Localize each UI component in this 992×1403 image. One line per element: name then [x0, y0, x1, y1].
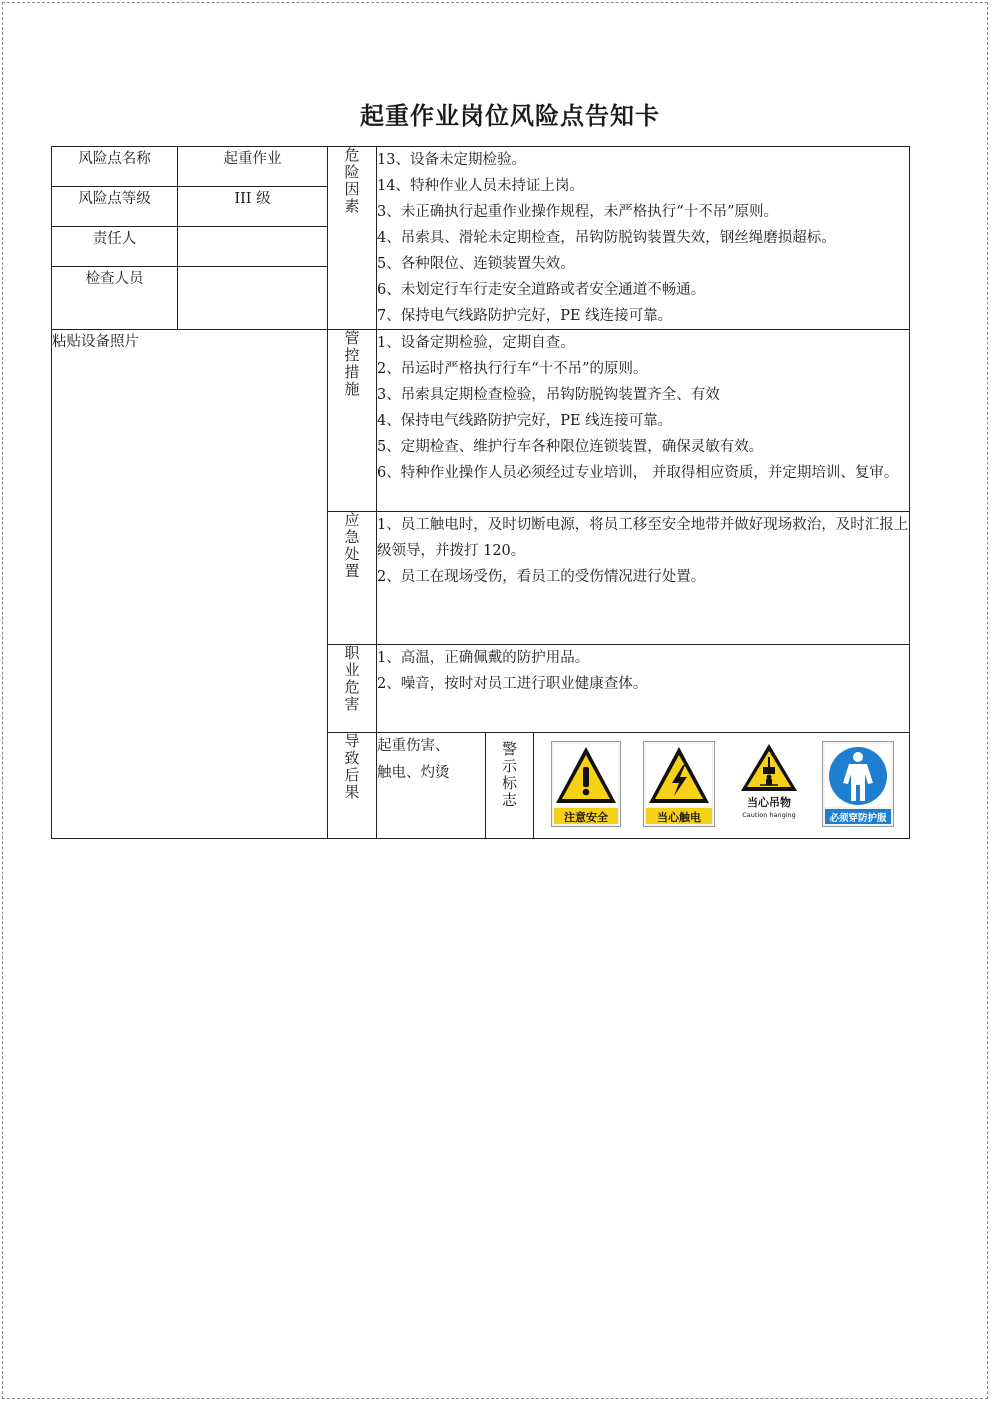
hazard-item: 14、特种作业人员未持证上岗。	[377, 178, 584, 194]
photo-placeholder-label: 粘贴设备照片	[52, 334, 139, 350]
control-item: 2、吊运时严格执行行车“十不吊”的原则。	[377, 361, 648, 377]
control-item: 4、保持电气线路防护完好，PE 线连接可靠。	[377, 413, 673, 429]
hazard-item: 4、吊索具、滑轮未定期检查，吊钩防脱钩装置失效，钢丝绳磨损超标。	[377, 230, 836, 246]
equipment-photo-area	[52, 330, 328, 839]
hanging-load-icon	[738, 741, 800, 823]
sign-sublabel: Caution hanging	[741, 811, 796, 819]
sign-general-caution	[551, 741, 621, 827]
sign-label: 注意安全	[564, 811, 609, 824]
controls-heading: 管控措施	[328, 330, 377, 512]
control-item: 6、特种作业操作人员必须经过专业培训， 并取得相应资质，并定期培训、复审。	[377, 465, 899, 481]
control-item: 5、定期检查、维护行车各种限位连锁装置，确保灵敏有效。	[377, 439, 764, 455]
sign-protective-suit	[822, 741, 894, 827]
hazard-item: 3、未正确执行起重作业操作规程，未严格执行“十不吊”原则。	[377, 204, 779, 220]
sign-electric-shock	[643, 741, 715, 827]
hazard-item: 5、各种限位、连锁装置失效。	[377, 256, 575, 272]
occupational-item: 1、高温，正确佩戴的防护用品。	[377, 650, 590, 666]
inspector-value	[178, 267, 328, 330]
controls-content	[377, 330, 910, 512]
occupational-content	[377, 645, 910, 733]
risk-level-value: III 级	[178, 187, 328, 227]
sign-label: 当心触电	[657, 811, 702, 824]
sign-hanging-load	[738, 741, 800, 823]
occupational-heading: 职业危害	[328, 645, 377, 733]
warning-signs-content	[534, 733, 910, 839]
emergency-heading: 应急处置	[328, 512, 377, 645]
consequence-line: 起重伤害、	[377, 738, 450, 754]
warning-signs-heading: 警示标志	[486, 733, 534, 839]
risk-name-value: 起重作业	[178, 147, 328, 187]
inspector-label: 检查人员	[52, 267, 178, 330]
protective-suit-icon	[822, 741, 894, 827]
consequences-content	[377, 733, 486, 839]
emergency-content	[377, 512, 910, 645]
responsible-label: 责任人	[52, 227, 178, 267]
responsible-value	[178, 227, 328, 267]
sign-label: 必须穿防护服	[829, 813, 887, 824]
hazard-item: 6、未划定行车行走安全道路或者安全通道不畅通。	[377, 282, 706, 298]
sign-label: 当心吊物	[746, 796, 791, 809]
caution-triangle-icon	[551, 741, 621, 827]
control-item: 3、吊索具定期检查检验，吊钩防脱钩装置齐全、有效	[377, 387, 720, 403]
electric-shock-icon	[643, 741, 715, 827]
hazard-item: 13、设备未定期检验。	[377, 152, 526, 168]
emergency-item: 1、员工触电时，及时切断电源，将员工移至安全地带并做好现场救治，及时汇报上级领导，并拨打 120。	[377, 517, 909, 559]
hazard-item: 7、保持电气线路防护完好，PE 线连接可靠。	[377, 308, 673, 324]
emergency-item: 2、员工在现场受伤，看员工的受伤情况进行处置。	[377, 569, 706, 585]
risk-level-label: 风险点等级	[52, 187, 178, 227]
hazards-content	[377, 147, 910, 330]
page-title: 起重作业岗位风险点告知卡	[360, 101, 660, 130]
consequence-line: 触电、灼烫	[377, 765, 450, 781]
risk-name-label: 风险点名称	[52, 147, 178, 187]
control-item: 1、设备定期检验，定期自查。	[377, 335, 575, 351]
hazards-heading: 危险因素	[328, 147, 377, 330]
occupational-item: 2、噪音，按时对员工进行职业健康查体。	[377, 676, 648, 692]
consequences-heading: 导致后果	[328, 733, 377, 839]
risk-card-table	[51, 146, 910, 839]
